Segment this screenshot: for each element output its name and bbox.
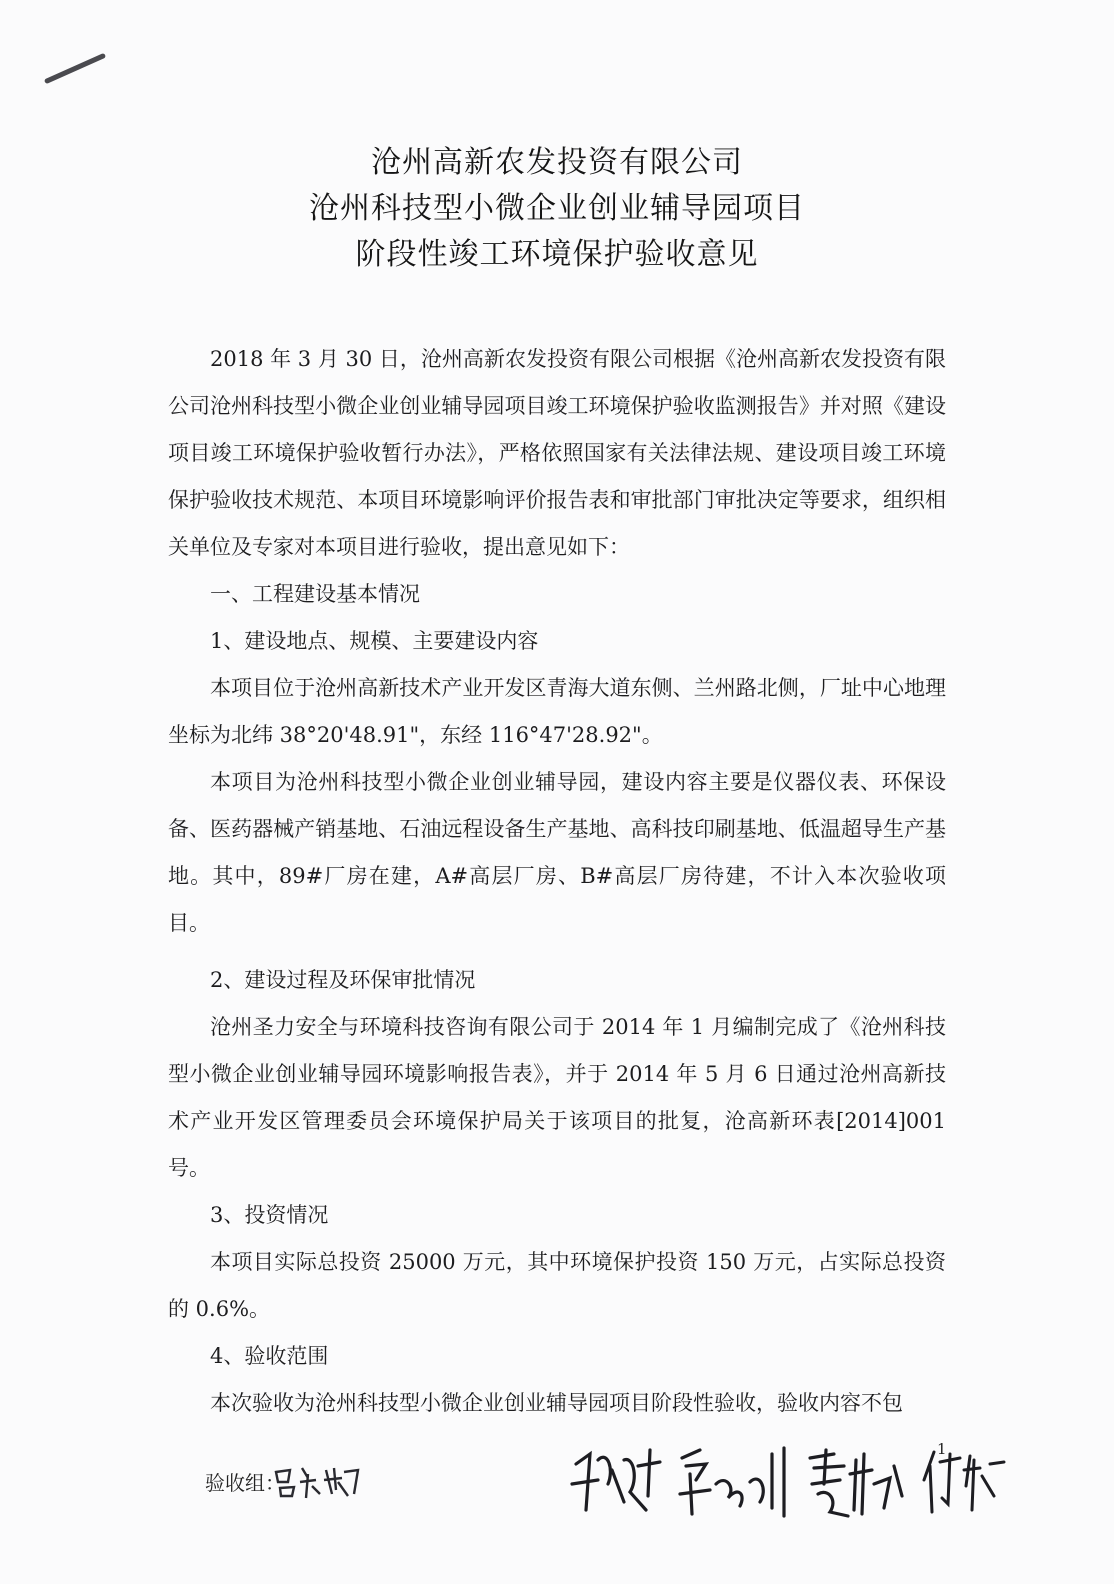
subsection-heading-1: 1、建设地点、规模、主要建设内容 [210, 629, 539, 653]
handwritten-signature-5 [920, 1446, 1010, 1518]
title-line-1: 沧州高新农发投资有限公司 [371, 145, 743, 180]
handwritten-signature-2 [568, 1440, 668, 1520]
section-heading-1: 一、工程建设基本情况 [210, 582, 420, 606]
staple-mark [44, 53, 106, 84]
subsection-heading-4: 4、验收范围 [210, 1344, 329, 1368]
subsection-heading-3: 3、投资情况 [210, 1203, 329, 1227]
handwritten-signature-3 [676, 1444, 800, 1524]
intro-paragraph: 2018 年 3 月 30 日，沧州高新农发投资有限公司根据《沧州高新农发投资有限公司沧州科技型小微企业创业辅导园项目竣工环境保护验收监测报告》并对照《建设项目竣工环境保护验收暂行办法》，严格依照国家有关法律法规、建设项目竣工环境保护验收技术规范、本项目环境影响评价报告表和审批部门审批决定等要求，组织相关单位及专家对本项目进行验收，提出意见如下： [168, 347, 946, 559]
scope-paragraph: 本次验收为沧州科技型小微企业创业辅导园项目阶段性验收，验收内容不包 [210, 1391, 903, 1415]
content-paragraph: 本项目为沧州科技型小微企业创业辅导园，建设内容主要是仪器仪表、环保设备、医药器械产销基地、石油远程设备生产基地、高科技印刷基地、低温超导生产基地。其中，89#厂房在建，A#高层厂房、B#高层厂房待建，不计入本次验收项目。 [168, 770, 946, 935]
title-line-3: 阶段性竣工环境保护验收意见 [355, 237, 759, 272]
acceptance-group-label: 验收组： [205, 1471, 285, 1495]
location-paragraph: 本项目位于沧州高新技术产业开发区青海大道东侧、兰州路北侧，厂址中心地理坐标为北纬 38°20'48.91"，东经 116°47'28.92"。 [168, 676, 946, 747]
subsection-heading-2: 2、建设过程及环保审批情况 [210, 968, 476, 992]
page-number: 1 [937, 1440, 947, 1458]
title-line-2: 沧州科技型小微企业创业辅导园项目 [309, 191, 805, 226]
investment-paragraph: 本项目实际总投资 25000 万元，其中环境保护投资 150 万元，占实际总投资的 0.6%。 [168, 1250, 946, 1321]
handwritten-signature-4 [804, 1444, 912, 1524]
document-body [168, 336, 946, 1427]
document-title [0, 140, 1114, 278]
approval-paragraph: 沧州圣力安全与环境科技咨询有限公司于 2014 年 1 月编制完成了《沧州科技型小微企业创业辅导园环境影响报告表》，并于 2014 年 5 月 6 日通过沧州高新技术产业开发区管理委员会环境保护局关于该项目的批复，沧高新环表[2014]001 号。 [168, 1015, 946, 1180]
handwritten-signature-1 [272, 1460, 364, 1500]
